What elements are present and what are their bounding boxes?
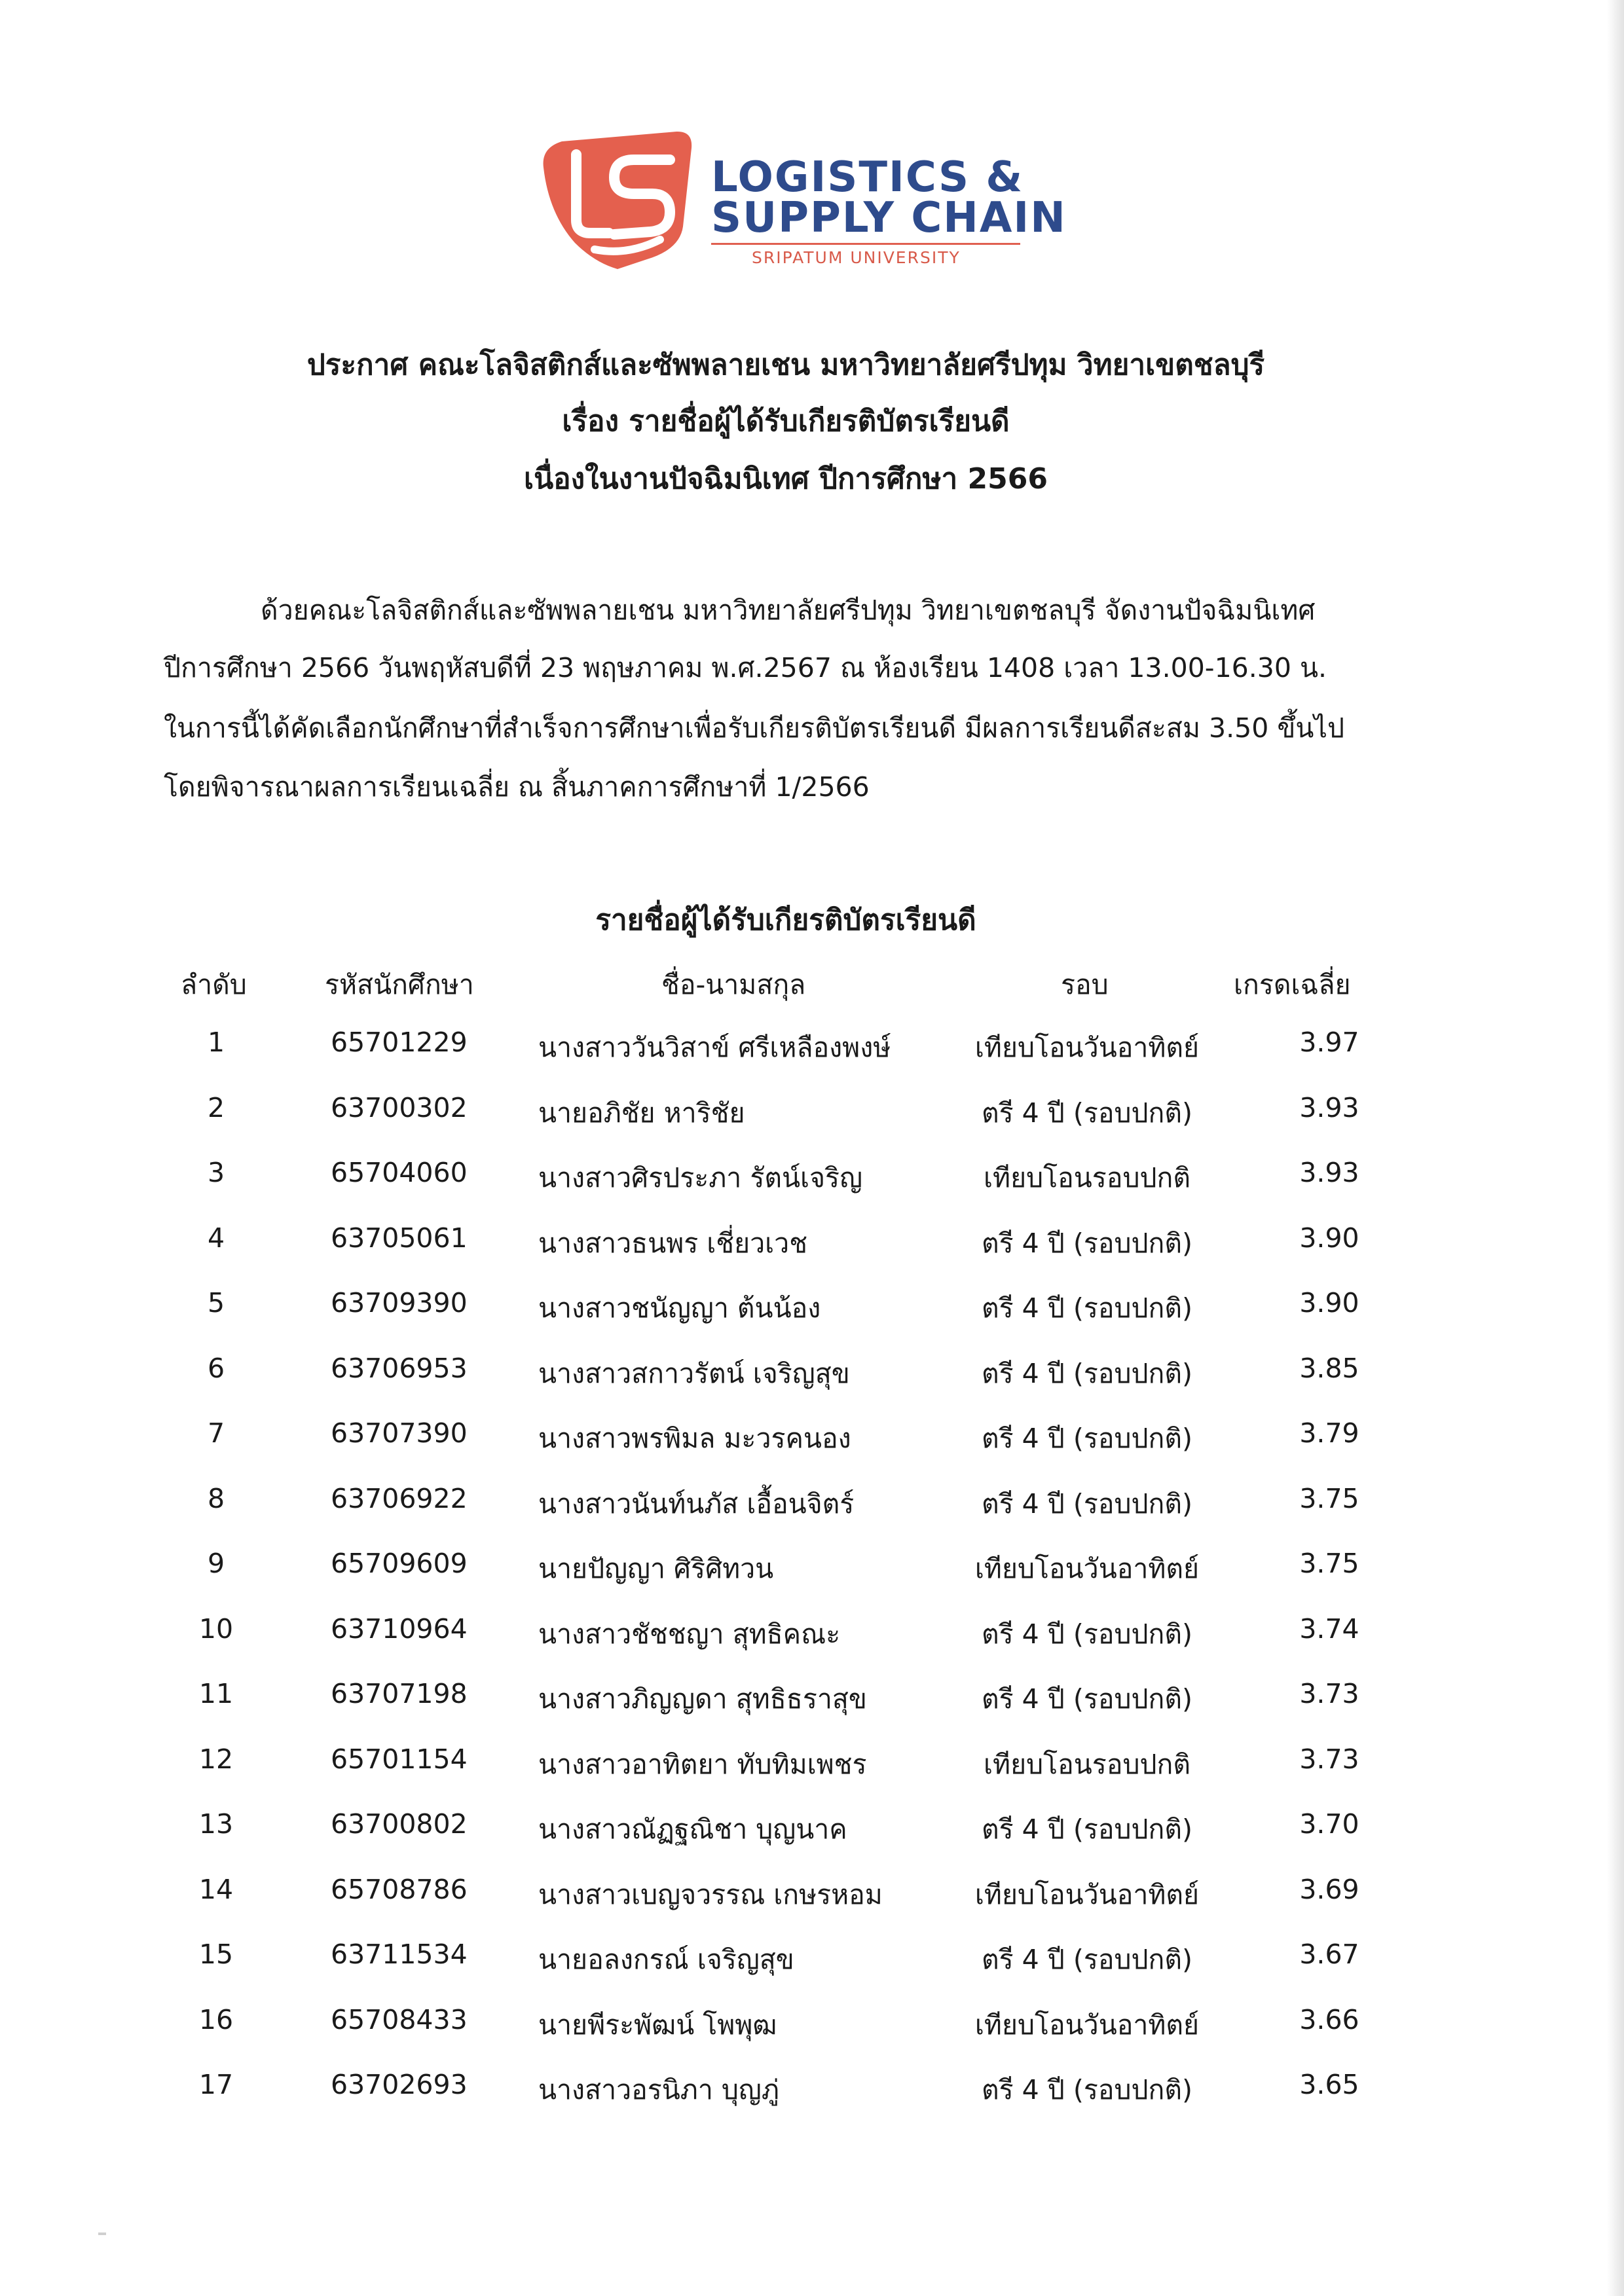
row-student-id: 65708786 — [331, 1874, 468, 1905]
row-student-id: 63710964 — [331, 1613, 468, 1645]
ls-monogram-icon — [536, 128, 699, 272]
row-gpa: 3.75 — [1299, 1483, 1359, 1514]
row-number: 11 — [198, 1678, 234, 1709]
row-round: เทียบโอนวันอาทิตย์ — [974, 1553, 1200, 1584]
page-edge-shadow — [1607, 0, 1624, 2296]
row-round: เทียบโอนวันอาทิตย์ — [974, 1032, 1200, 1063]
row-student-name: นายอลงกรณ์ เจริญสุข — [538, 1944, 794, 1975]
row-round: เทียบโอนรอบปกติ — [984, 1162, 1190, 1194]
row-student-id: 63711534 — [331, 1939, 468, 1970]
row-round: ตรี 4 ปี (รอบปกติ) — [982, 1813, 1192, 1845]
scan-speck — [98, 2232, 106, 2235]
row-student-name: นางสาวศิรประภา รัตน์เจริญ — [538, 1162, 863, 1194]
header-round: รอบ — [1061, 969, 1109, 1000]
row-gpa: 3.67 — [1299, 1939, 1359, 1970]
row-round: ตรี 4 ปี (รอบปกติ) — [982, 1228, 1192, 1259]
row-number: 12 — [198, 1743, 234, 1775]
row-gpa: 3.66 — [1299, 2004, 1359, 2035]
row-gpa: 3.75 — [1299, 1548, 1359, 1579]
row-student-name: นายพีระพัฒน์ โพพุฒ — [538, 2009, 777, 2041]
row-gpa: 3.74 — [1299, 1613, 1359, 1645]
row-student-name: นางสาวพรพิมล มะวรคนอง — [538, 1423, 851, 1454]
row-student-id: 65709609 — [331, 1548, 468, 1579]
table-row — [0, 1353, 1572, 1392]
row-student-name: นางสาวณัฏฐณิชา บุญนาค — [538, 1813, 847, 1845]
row-student-id: 63707390 — [331, 1417, 468, 1449]
row-student-id: 65701229 — [331, 1027, 468, 1058]
row-round: ตรี 4 ปี (รอบปกติ) — [982, 1618, 1192, 1650]
announcement-heading-line2: เรื่อง รายชื่อผู้ได้รับเกียรติบัตรเรียนดี — [562, 405, 1010, 438]
table-row — [0, 2004, 1572, 2043]
row-student-name: นางสาวธนพร เชี่ยวเวช — [538, 1228, 808, 1259]
row-round: เทียบโอนรอบปกติ — [984, 1749, 1190, 1780]
row-number: 15 — [198, 1939, 234, 1970]
row-gpa: 3.69 — [1299, 1874, 1359, 1905]
row-gpa: 3.65 — [1299, 2069, 1359, 2100]
row-student-name: นางสาวชนัญญา ต้นน้อง — [538, 1292, 821, 1324]
header-gpa: เกรดเฉลี่ย — [1234, 969, 1351, 1000]
row-number: 17 — [198, 2069, 234, 2100]
row-student-name: นายปัญญา ศิริศิทวน — [538, 1553, 774, 1584]
body-line-4: โดยพิจารณาผลการเรียนเฉลี่ย ณ สิ้นภาคการศึกษาที่ 1/2566 — [164, 771, 870, 803]
row-student-id: 63700302 — [331, 1092, 468, 1123]
row-student-name: นางสาววันวิสาข์ ศรีเหลืองพงษ์ — [538, 1032, 891, 1063]
row-number: 16 — [198, 2004, 234, 2035]
row-number: 5 — [207, 1287, 225, 1319]
row-student-name: นางสาวอาทิตยา ทับทิมเพชร — [538, 1749, 867, 1780]
table-row — [0, 1287, 1572, 1326]
table-row — [0, 1743, 1572, 1783]
row-student-id: 63705061 — [331, 1222, 468, 1254]
table-row — [0, 1613, 1572, 1652]
table-row — [0, 1483, 1572, 1522]
table-row — [0, 1027, 1572, 1066]
row-student-name: นางสาวสกาวรัตน์ เจริญสุข — [538, 1358, 850, 1389]
row-round: ตรี 4 ปี (รอบปกติ) — [982, 1944, 1192, 1975]
list-title: รายชื่อผู้ได้รับเกียรติบัตรเรียนดี — [595, 903, 976, 937]
row-number: 1 — [207, 1027, 225, 1058]
row-gpa: 3.73 — [1299, 1678, 1359, 1709]
row-gpa: 3.90 — [1299, 1287, 1359, 1319]
row-student-id: 63709390 — [331, 1287, 468, 1319]
logo-divider — [711, 243, 1020, 245]
row-round: ตรี 4 ปี (รอบปกติ) — [982, 1488, 1192, 1520]
logo-title-line2: SUPPLY CHAIN — [711, 194, 1067, 242]
row-student-name: นางสาวภิญญดา สุทธิธราสุข — [538, 1683, 867, 1715]
row-student-name: นายอภิชัย หาริชัย — [538, 1097, 745, 1129]
row-round: ตรี 4 ปี (รอบปกติ) — [982, 1423, 1192, 1454]
body-line-1: ด้วยคณะโลจิสติกส์และซัพพลายเชน มหาวิทยาลัยศรีปทุม วิทยาเขตชลบุรี จัดงานปัจฉิมนิเทศ — [261, 594, 1316, 626]
table-row — [0, 1808, 1572, 1848]
header-student-id: รหัสนักศึกษา — [325, 969, 474, 1000]
row-number: 8 — [207, 1483, 225, 1514]
row-student-name: นางสาวนันท์นภัส เอื้อนจิตร์ — [538, 1488, 855, 1520]
row-student-id: 63707198 — [331, 1678, 468, 1709]
row-gpa: 3.90 — [1299, 1222, 1359, 1254]
row-round: เทียบโอนวันอาทิตย์ — [974, 1879, 1200, 1910]
row-number: 7 — [207, 1417, 225, 1449]
row-student-id: 63706922 — [331, 1483, 468, 1514]
row-student-id: 65704060 — [331, 1157, 468, 1188]
logo-subtitle: SRIPATUM UNIVERSITY — [752, 248, 961, 267]
table-row — [0, 1939, 1572, 1978]
row-student-name: นางสาวอรนิภา บุญภู่ — [538, 2074, 779, 2105]
body-line-3: ในการนี้ได้คัดเลือกนักศึกษาที่สำเร็จการศึกษาเพื่อรับเกียรติบัตรเรียนดี มีผลการเรียนดีสะสม 3.50 ขึ้นไป — [164, 712, 1345, 744]
row-student-name: นางสาวชัชชญา สุทธิคณะ — [538, 1618, 841, 1650]
table-row — [0, 1092, 1572, 1131]
announcement-heading-line3: เนื่องในงานปัจฉิมนิเทศ ปีการศึกษา 2566 — [524, 462, 1048, 496]
table-row — [0, 1874, 1572, 1913]
table-row — [0, 1417, 1572, 1457]
row-number: 2 — [207, 1092, 225, 1123]
row-gpa: 3.79 — [1299, 1417, 1359, 1449]
table-row — [0, 1548, 1572, 1587]
row-gpa: 3.97 — [1299, 1027, 1359, 1058]
header-no: ลำดับ — [181, 969, 247, 1000]
faculty-logo — [536, 128, 1067, 272]
table-header — [0, 964, 1572, 1003]
row-gpa: 3.85 — [1299, 1353, 1359, 1384]
row-gpa: 3.73 — [1299, 1743, 1359, 1775]
table-row — [0, 1222, 1572, 1262]
table-row — [0, 2069, 1572, 2108]
row-gpa: 3.93 — [1299, 1157, 1359, 1188]
row-round: ตรี 4 ปี (รอบปกติ) — [982, 1683, 1192, 1715]
row-round: ตรี 4 ปี (รอบปกติ) — [982, 1292, 1192, 1324]
announcement-heading-line1: ประกาศ คณะโลจิสติกส์และซัพพลายเชน มหาวิทยาลัยศรีปทุม วิทยาเขตชลบุรี — [306, 348, 1265, 382]
row-number: 13 — [198, 1808, 234, 1840]
header-name: ชื่อ-นามสกุล — [661, 969, 806, 1000]
row-round: ตรี 4 ปี (รอบปกติ) — [982, 2074, 1192, 2105]
logo-title-line1: LOGISTICS & — [711, 153, 1024, 202]
row-student-id: 63702693 — [331, 2069, 468, 2100]
row-round: เทียบโอนวันอาทิตย์ — [974, 2009, 1200, 2041]
row-number: 4 — [207, 1222, 225, 1254]
row-round: ตรี 4 ปี (รอบปกติ) — [982, 1358, 1192, 1389]
row-round: ตรี 4 ปี (รอบปกติ) — [982, 1097, 1192, 1129]
table-row — [0, 1157, 1572, 1196]
row-number: 14 — [198, 1874, 234, 1905]
row-number: 6 — [207, 1353, 225, 1384]
row-number: 10 — [198, 1613, 234, 1645]
table-row — [0, 1678, 1572, 1717]
row-student-id: 65701154 — [331, 1743, 468, 1775]
row-student-id: 63706953 — [331, 1353, 468, 1384]
body-line-2: ปีการศึกษา 2566 วันพฤหัสบดีที่ 23 พฤษภาคม พ.ศ.2567 ณ ห้องเรียน 1408 เวลา 13.00-16.30 น. — [164, 652, 1327, 683]
row-gpa: 3.70 — [1299, 1808, 1359, 1840]
row-student-id: 65708433 — [331, 2004, 468, 2035]
row-number: 9 — [207, 1548, 225, 1579]
row-number: 3 — [207, 1157, 225, 1188]
row-student-name: นางสาวเบญจวรรณ เกษรหอม — [538, 1879, 883, 1910]
row-gpa: 3.93 — [1299, 1092, 1359, 1123]
row-student-id: 63700802 — [331, 1808, 468, 1840]
